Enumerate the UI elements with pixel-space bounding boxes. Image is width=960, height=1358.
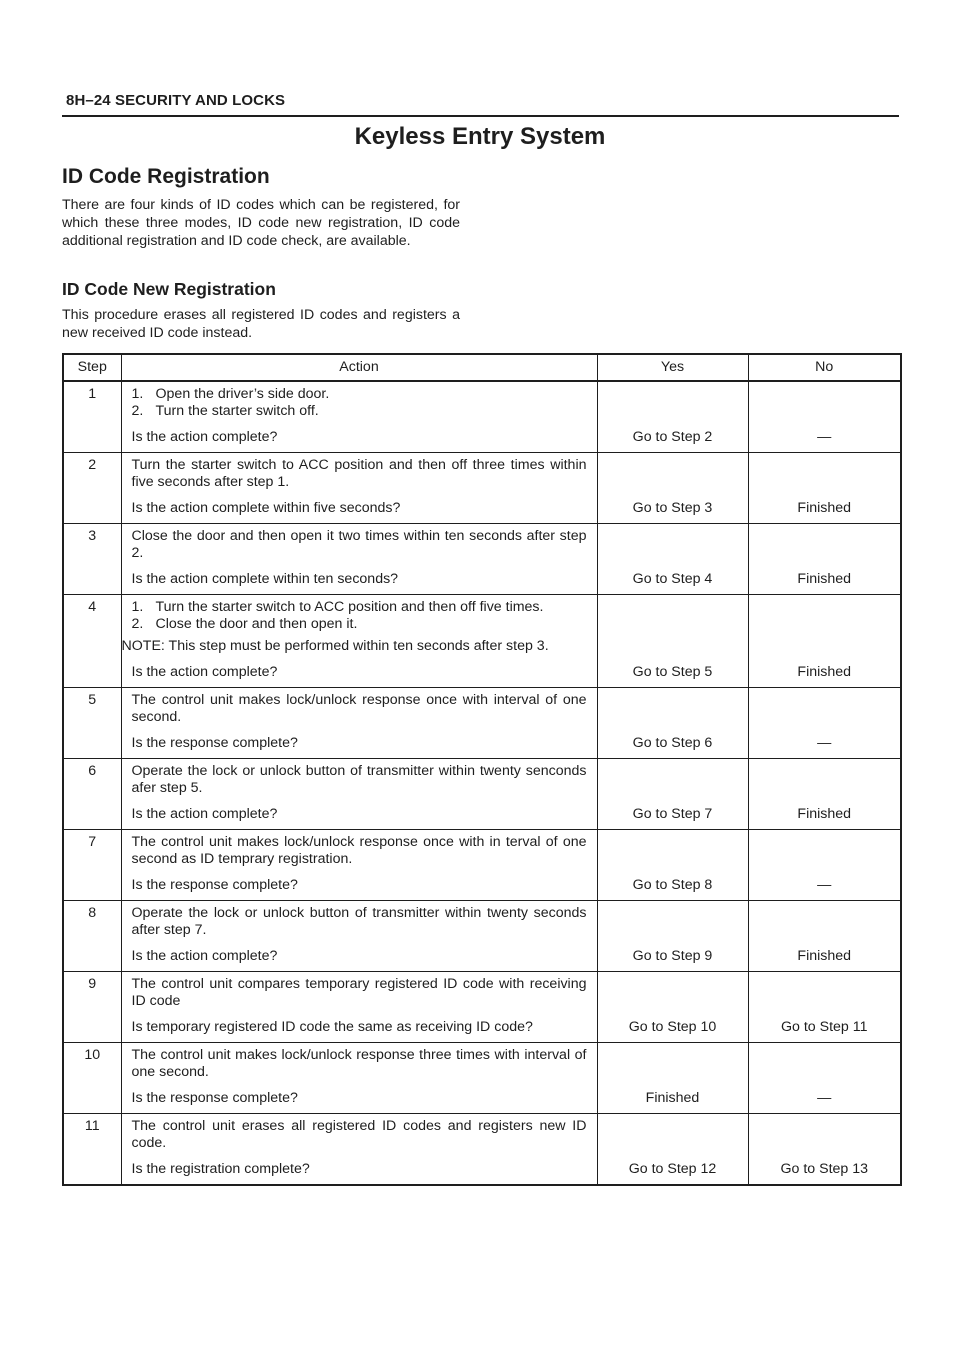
table-header-row xyxy=(63,354,901,381)
step-number: 3 xyxy=(63,524,121,595)
action-question: Is the action complete? xyxy=(131,806,278,822)
action-text: Operate the lock or unlock button of transmitter within twenty seconds after step 7. xyxy=(131,905,587,938)
table-row xyxy=(63,972,901,1043)
yes-result: Go to Step 4 xyxy=(597,524,748,595)
yes-result: Go to Step 2 xyxy=(597,381,748,453)
table-row xyxy=(63,453,901,524)
list-text: Close the door and then open it. xyxy=(155,616,358,632)
action-question: Is the action complete within ten seconds? xyxy=(131,571,399,587)
step-number: 5 xyxy=(63,688,121,759)
running-head: 8H–24 SECURITY AND LOCKS xyxy=(66,92,286,109)
header-rule xyxy=(62,115,899,117)
action-question: Is the response complete? xyxy=(131,735,298,751)
list-number: 2. xyxy=(131,616,144,632)
action-cell xyxy=(121,453,597,524)
section-intro: There are four kinds of ID codes which can be registered, for which these three modes, ID code new registration, ID code additional registration and ID code check, are available. xyxy=(62,197,460,249)
no-result: Finished xyxy=(748,759,901,830)
action-cell xyxy=(121,595,597,688)
step-number: 2 xyxy=(63,453,121,524)
yes-result: Go to Step 3 xyxy=(597,453,748,524)
action-cell xyxy=(121,688,597,759)
no-result: — xyxy=(748,688,901,759)
page-title: Keyless Entry System xyxy=(354,123,606,150)
action-question: Is the action complete? xyxy=(131,948,278,964)
yes-result: Go to Step 12 xyxy=(597,1114,748,1186)
action-cell xyxy=(121,830,597,901)
no-result: Go to Step 13 xyxy=(748,1114,901,1186)
header-yes: Yes xyxy=(597,354,748,381)
step-number: 8 xyxy=(63,901,121,972)
step-number: 1 xyxy=(63,381,121,453)
list-text: Open the driver’s side door. xyxy=(155,386,330,402)
section-heading: ID Code Registration xyxy=(62,165,270,188)
action-question: Is the response complete? xyxy=(131,1090,298,1106)
no-result: Finished xyxy=(748,595,901,688)
table-row xyxy=(63,1114,901,1186)
no-result: Go to Step 11 xyxy=(748,972,901,1043)
table-row xyxy=(63,381,901,453)
no-result: — xyxy=(748,830,901,901)
action-text: The control unit makes lock/unlock response once with in terval of one second as ID temprary registration. xyxy=(131,834,587,867)
action-text: The control unit erases all registered ID codes and registers new ID code. xyxy=(131,1118,587,1151)
header-action: Action xyxy=(121,354,597,381)
list-text: Turn the starter switch to ACC position and then off five times. xyxy=(155,599,544,615)
action-question: Is the response complete? xyxy=(131,877,298,893)
yes-result: Go to Step 6 xyxy=(597,688,748,759)
action-cell xyxy=(121,972,597,1043)
header-no: No xyxy=(748,354,901,381)
yes-result: Go to Step 8 xyxy=(597,830,748,901)
action-text: Turn the starter switch to ACC position and then off three times within five seconds after step 1. xyxy=(131,457,587,490)
action-list-item xyxy=(132,386,587,403)
action-list-item xyxy=(132,616,587,633)
table-row xyxy=(63,1043,901,1114)
action-text: The control unit compares temporary registered ID code with receiving ID code xyxy=(131,976,587,1009)
action-question: Is the action complete within five seconds? xyxy=(131,500,401,516)
table-row xyxy=(63,901,901,972)
action-list xyxy=(132,599,587,633)
action-cell xyxy=(121,381,597,453)
action-list-item xyxy=(132,403,587,420)
procedure-table xyxy=(62,353,902,1186)
yes-result: Go to Step 7 xyxy=(597,759,748,830)
subsection-heading: ID Code New Registration xyxy=(62,279,276,299)
action-question: Is temporary registered ID code the same as receiving ID code? xyxy=(131,1019,533,1035)
action-cell xyxy=(121,759,597,830)
yes-result: Go to Step 10 xyxy=(597,972,748,1043)
action-text: Close the door and then open it two times within ten seconds after step 2. xyxy=(131,528,587,561)
table-row xyxy=(63,759,901,830)
list-number: 1. xyxy=(131,386,144,402)
no-result: — xyxy=(748,381,901,453)
yes-result: Go to Step 5 xyxy=(597,595,748,688)
step-number: 7 xyxy=(63,830,121,901)
action-cell xyxy=(121,1043,597,1114)
list-text: Turn the starter switch off. xyxy=(155,403,319,419)
action-question: Is the action complete? xyxy=(131,429,278,445)
no-result: Finished xyxy=(748,453,901,524)
step-number: 9 xyxy=(63,972,121,1043)
step-number: 6 xyxy=(63,759,121,830)
step-note: NOTE: This step must be performed within ten seconds after step 3. xyxy=(121,638,549,654)
action-cell xyxy=(121,901,597,972)
action-cell xyxy=(121,524,597,595)
yes-result: Go to Step 9 xyxy=(597,901,748,972)
header-step: Step xyxy=(63,354,121,381)
list-number: 1. xyxy=(131,599,144,615)
action-list-item xyxy=(132,599,587,616)
table-row xyxy=(63,688,901,759)
action-text: The control unit makes lock/unlock response once with interval of one second. xyxy=(131,692,587,725)
no-result: Finished xyxy=(748,901,901,972)
step-number: 10 xyxy=(63,1043,121,1114)
action-question: Is the registration complete? xyxy=(131,1161,310,1177)
yes-result: Finished xyxy=(597,1043,748,1114)
table-row xyxy=(63,830,901,901)
action-question: Is the action complete? xyxy=(131,664,278,680)
list-number: 2. xyxy=(131,403,144,419)
table-row xyxy=(63,595,901,688)
step-number: 11 xyxy=(63,1114,121,1186)
no-result: Finished xyxy=(748,524,901,595)
subsection-intro: This procedure erases all registered ID codes and registers a new received ID code instead. xyxy=(62,307,460,341)
step-number: 4 xyxy=(63,595,121,688)
action-list xyxy=(132,386,587,420)
table-row xyxy=(63,524,901,595)
action-text: The control unit makes lock/unlock response three times with interval of one second. xyxy=(131,1047,587,1080)
action-text: Operate the lock or unlock button of transmitter within twenty senconds afer step 5. xyxy=(131,763,587,796)
action-cell xyxy=(121,1114,597,1186)
no-result: — xyxy=(748,1043,901,1114)
